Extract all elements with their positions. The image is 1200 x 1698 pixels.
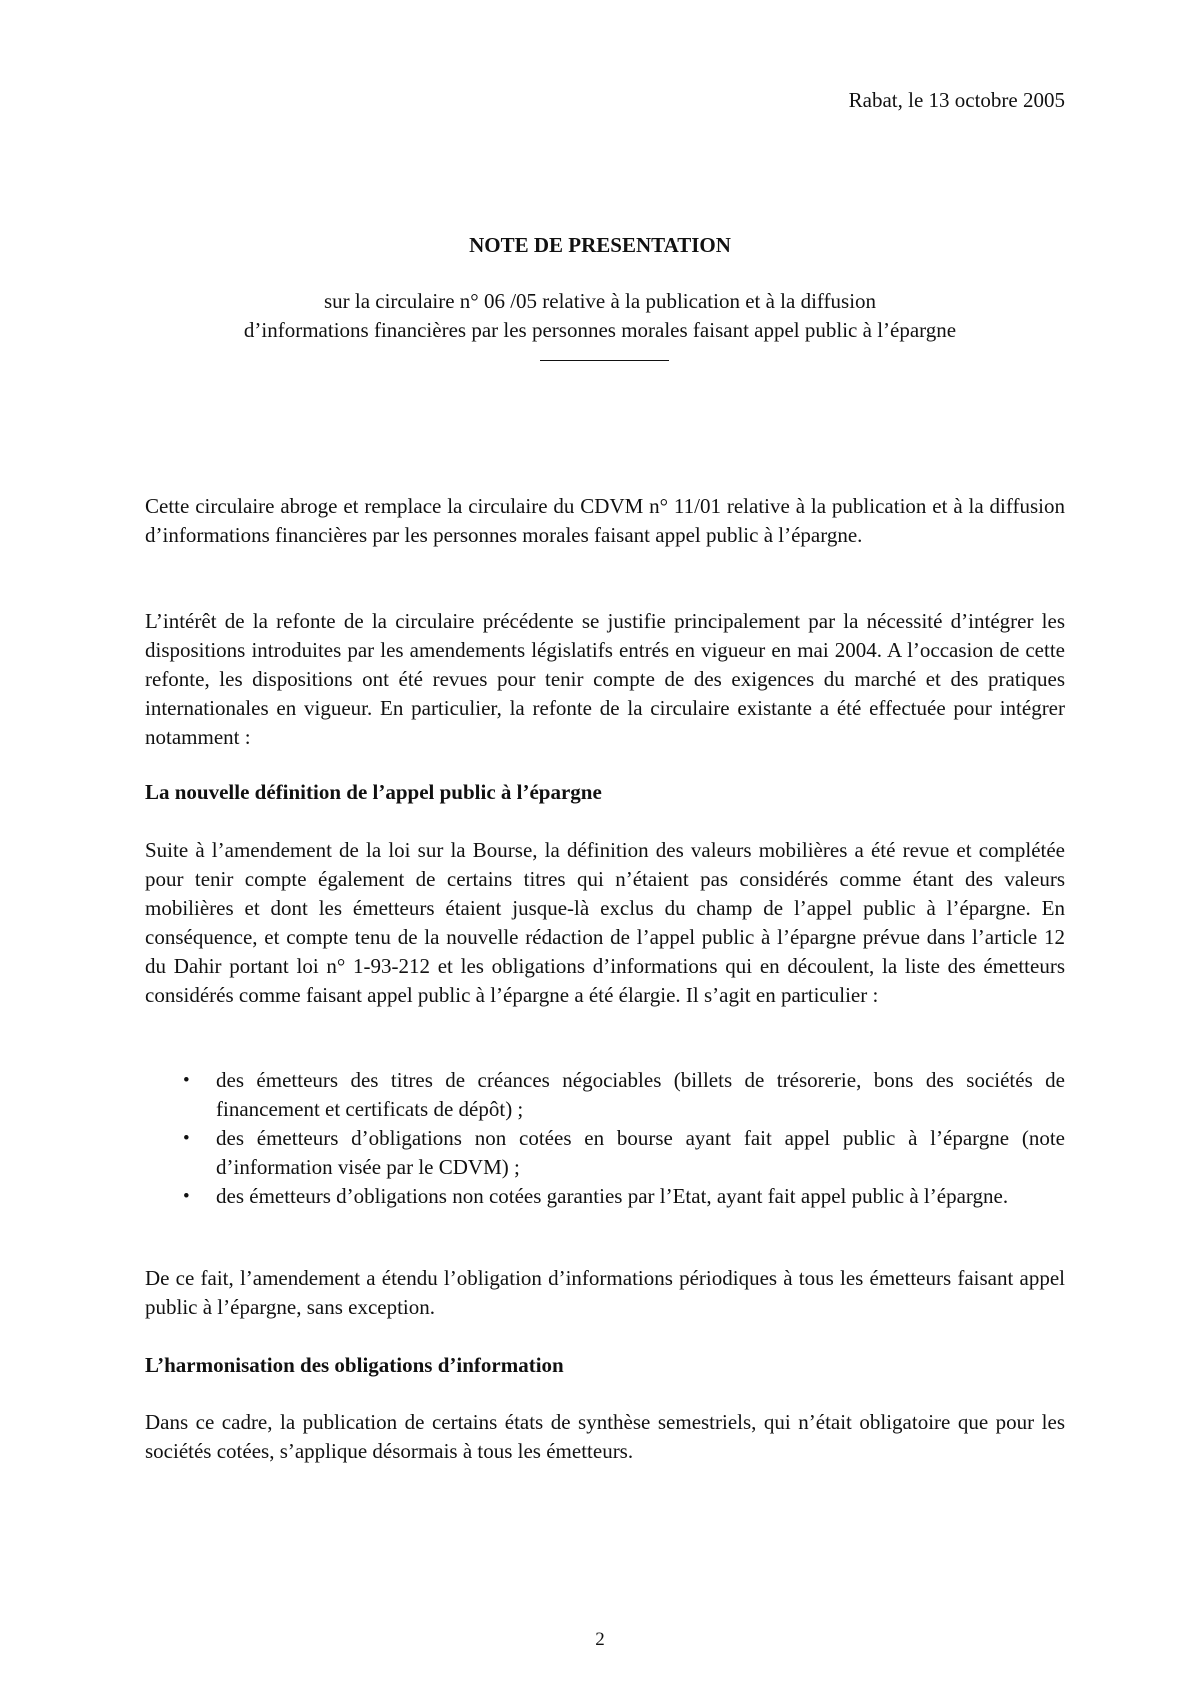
section-heading-definition: La nouvelle définition de l’appel public à l’épargne bbox=[145, 780, 602, 804]
title-divider bbox=[540, 360, 669, 361]
list-item bbox=[145, 1066, 1065, 1124]
emitter-list bbox=[145, 1066, 1065, 1211]
section-heading-harmonisation: L’harmonisation des obligations d’information bbox=[145, 1353, 564, 1377]
list-item-text: des émetteurs d’obligations non cotées garanties par l’Etat, ayant fait appel public à l’épargne. bbox=[216, 1184, 1009, 1208]
list-item bbox=[145, 1124, 1065, 1182]
document-date: Rabat, le 13 octobre 2005 bbox=[848, 88, 1065, 112]
paragraph-consequence-block bbox=[145, 1264, 1065, 1322]
paragraph-definition-block bbox=[145, 836, 1065, 1010]
paragraph-consequence: De ce fait, l’amendement a étendu l’obligation d’informations périodiques à tous les émetteurs faisant appel public à l’épargne, sans exception. bbox=[145, 1266, 1065, 1319]
heading-harmonisation-block bbox=[145, 1351, 1065, 1380]
document-title: NOTE DE PRESENTATION bbox=[469, 233, 731, 257]
subtitle-line-2: d’informations financières par les personnes morales faisant appel public à l’épargne bbox=[243, 318, 957, 342]
document-subtitle bbox=[0, 287, 1200, 345]
subtitle-line-1: sur la circulaire n° 06 /05 relative à la publication et à la diffusion bbox=[323, 289, 877, 313]
paragraph-harmonisation-block bbox=[145, 1408, 1065, 1466]
list-item bbox=[145, 1182, 1065, 1211]
list-item-text: des émetteurs d’obligations non cotées en bourse ayant fait appel public à l’épargne (note d’information visée par le CDVM) ; bbox=[216, 1126, 1065, 1179]
bullet-icon: • bbox=[183, 1186, 190, 1207]
paragraph-definition: Suite à l’amendement de la loi sur la Bourse, la définition des valeurs mobilières a été revue et complétée pour tenir compte également de certains titres qui n’étaient pas considérés comme étant des valeurs mobilières et dont les émetteurs étaient jusque-là exclus du champ de l’appel public à l’épargne. En conséquence, et compte tenu de la nouvelle rédaction de l’appel public à l’épargne prévue dans l’article 12 du Dahir portant loi n° 1-93-212 et les obligations d’informations qui en découlent, la liste des émetteurs considérés comme faisant appel public à l’épargne a été élargie. Il s’agit en particulier : bbox=[145, 838, 1065, 1007]
paragraph-harmonisation: Dans ce cadre, la publication de certains états de synthèse semestriels, qui n’était obligatoire que pour les sociétés cotées, s’applique désormais à tous les émetteurs. bbox=[145, 1410, 1065, 1463]
page-number: 2 bbox=[595, 1629, 605, 1650]
paragraph-intro: Cette circulaire abroge et remplace la circulaire du CDVM n° 11/01 relative à la publication et à la diffusion d’informations financières par les personnes morales faisant appel public à l’épargne. bbox=[145, 494, 1065, 547]
paragraph-refonte: L’intérêt de la refonte de la circulaire précédente se justifie principalement par la nécessité d’intégrer les dispositions introduites par les amendements législatifs entrés en vigueur en mai 2004. A l’occasion de cette refonte, les dispositions ont été revues pour tenir compte de des exigences du marché et des pratiques internationales en vigueur. En particulier, la refonte de la circulaire existante a été effectuée pour intégrer notamment : bbox=[145, 609, 1065, 749]
paragraph-intro-block bbox=[145, 492, 1065, 550]
bullet-icon: • bbox=[183, 1128, 190, 1149]
bullet-icon: • bbox=[183, 1070, 190, 1091]
heading-definition-block bbox=[145, 778, 1065, 807]
paragraph-refonte-block bbox=[145, 607, 1065, 752]
list-item-text: des émetteurs des titres de créances négociables (billets de trésorerie, bons des sociétés de financement et certificats de dépôt) ; bbox=[216, 1068, 1065, 1121]
